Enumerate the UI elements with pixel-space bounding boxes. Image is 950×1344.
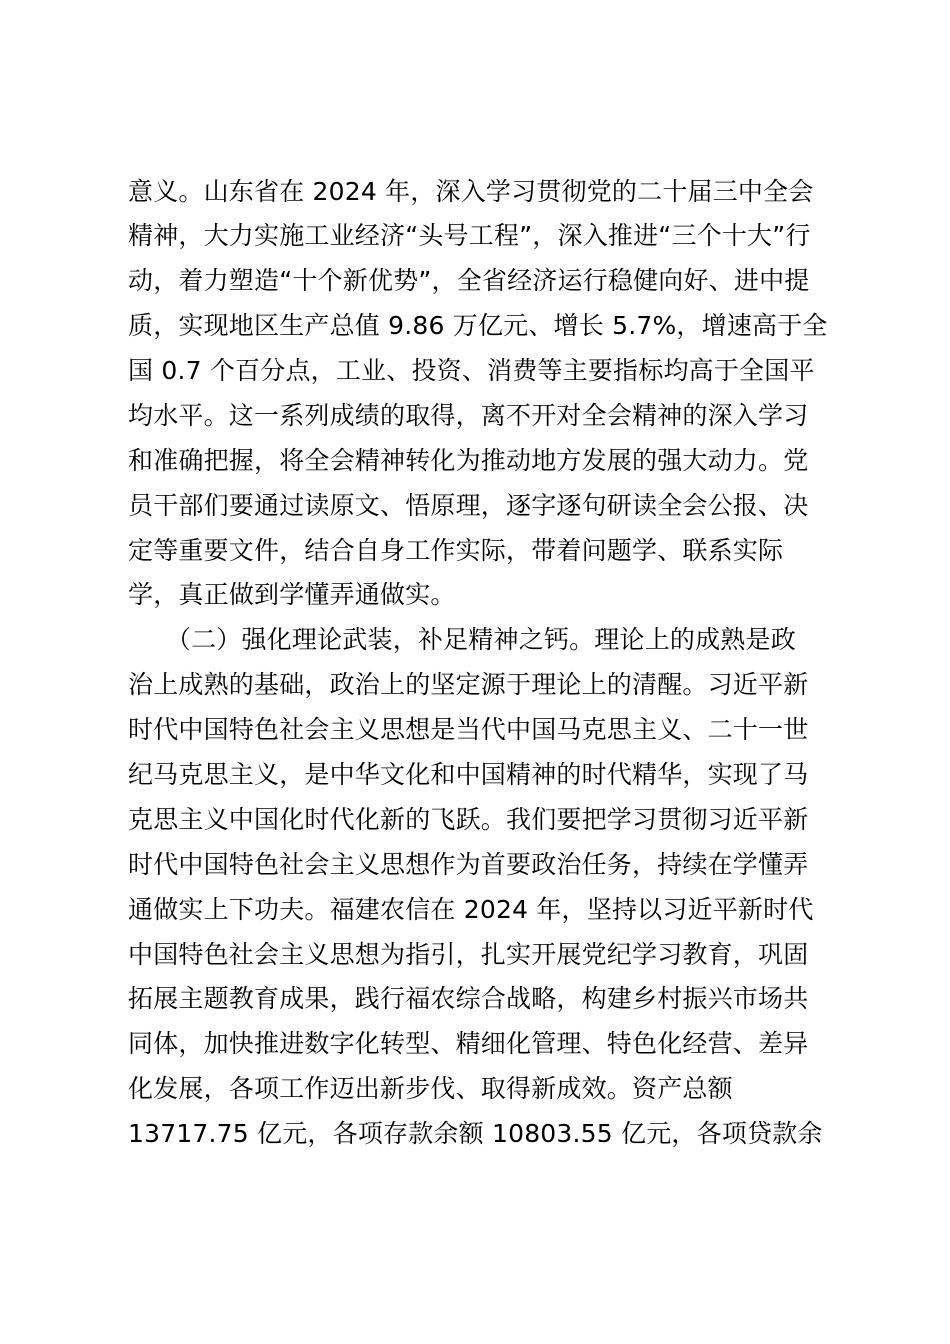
text-line: 意义。山东省在 2024 年，深入学习贯彻党的二十届三中全会	[128, 177, 814, 206]
text-line: 中国特色社会主义思想为指引，扎实开展党纪学习教育，巩固	[128, 940, 809, 969]
text-line: 化发展，各项工作迈出新步伐、取得新成效。资产总额	[128, 1074, 733, 1103]
text-line: 动，着力塑造“十个新优势”，全省经济运行稳健向好、进中提	[128, 266, 810, 295]
text-line: （二）强化理论武装，补足精神之钙。理论上的成熟是政	[128, 625, 796, 654]
text-line: 和准确把握，将全会精神转化为推动地方发展的强大动力。党	[128, 446, 809, 475]
text-line: 质，实现地区生产总值 9.86 万亿元、增长 5.7%，增速高于全	[128, 311, 828, 340]
text-line: 克思主义中国化时代化新的飞跃。我们要把学习贯彻习近平新	[128, 805, 809, 834]
text-line: 13717.75 亿元，各项存款余额 10803.55 亿元，各项贷款余	[128, 1119, 823, 1148]
text-line: 治上成熟的基础，政治上的坚定源于理论上的清醒。习近平新	[128, 670, 809, 699]
text-line: 员干部们要通过读原文、悟原理，逐字逐句研读全会公报、决	[128, 491, 809, 520]
text-line: 定等重要文件，结合自身工作实际，带着问题学、联系实际	[128, 536, 784, 565]
text-line: 时代中国特色社会主义思想是当代中国马克思主义、二十一世	[128, 715, 809, 744]
text-line: 学，真正做到学懂弄通做实。	[128, 580, 456, 609]
text-line: 纪马克思主义，是中华文化和中国精神的时代精华，实现了马	[128, 760, 809, 789]
text-line: 同体，加快推进数字化转型、精细化管理、特色化经营、差异	[128, 1029, 809, 1058]
text-line: 拓展主题教育成果，践行福农综合战略，构建乡村振兴市场共	[128, 984, 809, 1013]
text-line: 时代中国特色社会主义思想作为首要政治任务，持续在学懂弄	[128, 850, 809, 879]
text-line: 精神，大力实施工业经济“头号工程”，深入推进“三个十大”行	[128, 221, 811, 250]
text-line: 均水平。这一系列成绩的取得，离不开对全会精神的深入学习	[128, 401, 809, 430]
text-line: 通做实上下功夫。福建农信在 2024 年，坚持以习近平新时代	[128, 895, 814, 924]
text-line: 国 0.7 个百分点，工业、投资、消费等主要指标均高于全国平	[128, 356, 815, 385]
